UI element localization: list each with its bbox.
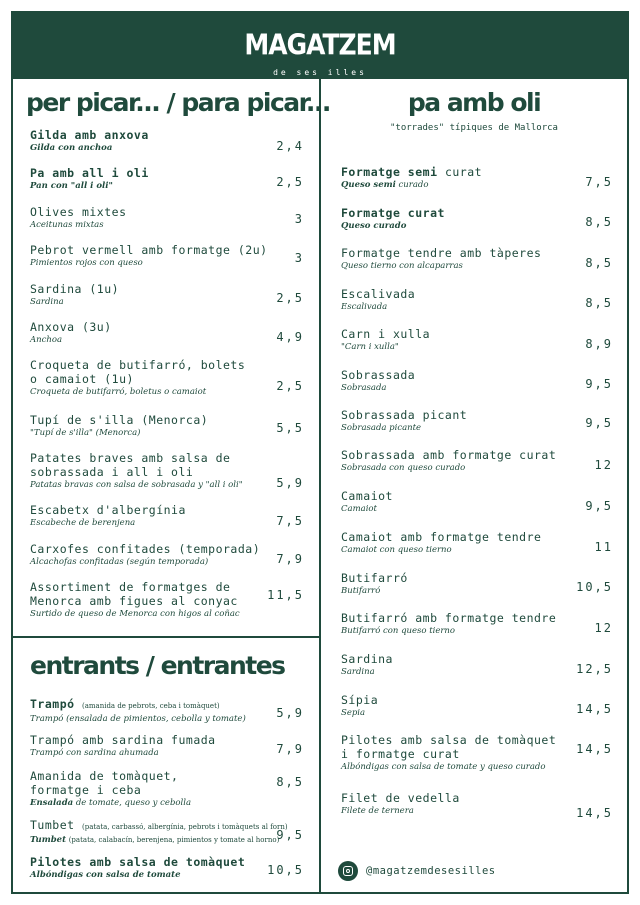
item-description: curado [395,180,429,190]
item-name: Sobrassada picant [341,408,468,422]
item-name: Trampó amb sardina fumada [30,733,216,747]
item-description: Sobrasada [341,383,387,393]
menu-item [341,489,393,515]
item-name-bold: Formatge curat [341,206,445,220]
item-price: 11 [594,540,613,554]
item-name: Sobrassada [341,368,416,382]
item-description: Escalivada [341,302,388,312]
item-price: 9,5 [276,828,304,842]
menu-item [30,128,149,154]
item-description: Gilda con anchoa [30,143,113,153]
item-description: Sardina [341,667,375,677]
item-description: Camaiot [341,504,377,514]
menu-item [341,652,393,678]
item-name: Gilda amb anxova [30,128,149,142]
item-description: Butifarró con queso tierno [341,626,456,636]
menu-item [30,205,127,231]
item-price: 8,5 [585,215,613,229]
menu-item [341,571,408,597]
item-price: 10,5 [576,580,613,594]
item-name: Sobrassada amb formatge curat [341,448,557,462]
item-description: "Carn i xulla" [341,342,399,352]
menu-item [30,358,245,398]
item-price: 2,4 [276,139,304,153]
item-price: 4,9 [276,330,304,344]
item-description: Aceitunas mixtas [30,220,104,230]
menu-item [341,408,467,434]
item-price: 12 [594,621,613,635]
logo-subtitle: de ses illes [273,68,367,77]
item-description-bold: Queso curado [341,221,407,231]
item-name: Sardina (1u) [30,282,120,296]
item-price: 2,5 [276,291,304,305]
item-name: Pebrot vermell amb formatge (2u) [30,243,268,257]
menu-item [341,165,482,191]
item-name: Pilotes amb salsa de tomàquet [341,733,557,747]
item-price: 14,5 [576,742,613,756]
item-price: 2,5 [276,379,304,393]
item-name: Anxova (3u) [30,320,112,334]
menu-item [30,282,119,308]
item-name: Sardina [341,652,393,666]
menu-item [341,611,556,637]
item-description: Sobrasada con queso curado [341,463,466,473]
item-description: Queso tierno con alcaparras [341,261,463,271]
item-price: 5,9 [276,476,304,490]
item-price: 14,5 [576,702,613,716]
menu-item [341,791,460,817]
menu-item [30,320,112,346]
item-name: Assortiment de formatges de [30,580,231,594]
instagram-handle[interactable]: @magatzemdesesilles [366,865,496,877]
item-description-bold: Queso semi [341,180,396,190]
item-description: Albóndigas con salsa de tomate y queso curado [341,762,546,772]
item-description-note: (patata, calabacín, berenjena, pimientos y tomate al horno) [68,836,280,844]
menu-item [341,530,541,556]
item-description: Trampó (ensalada de pimientos, cebolla y tomate) [30,714,246,724]
item-name: Pilotes amb salsa de tomàquet [30,855,246,869]
item-description: Anchoa [30,335,63,345]
menu-item [30,503,186,529]
menu-item [30,580,240,620]
item-price: 8,5 [585,256,613,270]
social-link[interactable] [338,861,496,881]
menu-item [341,448,556,474]
item-name-line2: o camaiot (1u) [30,372,134,386]
item-description: de tomate, queso y cebolla [73,798,192,808]
item-name: Sípia [341,693,379,707]
item-price: 3 [294,212,304,226]
item-name: Tumbet [30,818,75,832]
item-description: Trampó con sardina ahumada [30,748,159,758]
item-name: Butifarró [341,571,408,585]
item-price: 10,5 [267,863,304,877]
menu-item [30,451,243,491]
menu-item [30,413,208,439]
item-price: 5,9 [276,706,304,720]
item-description: Camaiot con queso tierno [341,545,452,555]
menu-item [30,855,245,881]
item-name: Camaiot amb formatge tendre [341,530,542,544]
item-name-bold: Formatge semi [341,165,438,179]
item-name: Amanida de tomàquet, [30,769,179,783]
header-bar [11,11,629,79]
item-description: Sardina [30,297,64,307]
item-price: 7,5 [276,514,304,528]
section-subtitle-pa-amb-oli: "torrades" típiques de Mallorca [390,123,558,133]
item-price: 12 [594,458,613,472]
section-divider [11,636,320,638]
menu-item [30,166,149,192]
item-description: Sepia [341,708,366,718]
item-name: Patates braves amb salsa de [30,451,231,465]
item-description: Croqueta de butifarró, boletus o camaiot [30,387,207,397]
item-name: Carn i xulla [341,327,431,341]
item-name-line2: sobrassada i all i oli [30,465,194,479]
logo: MAGATZEM [244,27,396,62]
menu-item [30,243,268,269]
item-name: Tupí de s'illa (Menorca) [30,413,209,427]
item-name: Butifarró amb formatge tendre [341,611,557,625]
item-price: 5,5 [276,421,304,435]
item-description: Escabeche de berenjena [30,518,136,528]
menu-item [341,246,541,272]
item-description: "Tupí de s'illa" (Menorca) [30,428,141,438]
menu-item [30,733,216,759]
item-description: Alcachofas confitadas (según temporada) [30,557,209,567]
item-price: 11,5 [267,588,304,602]
item-price: 14,5 [576,806,613,820]
item-price: 9,5 [585,416,613,430]
item-price: 7,9 [276,742,304,756]
item-name: Trampó [30,697,75,711]
menu-item [341,206,445,232]
item-price: 3 [294,251,304,265]
item-price: 8,9 [585,337,613,351]
item-description: Albóndigas con salsa de tomate [30,870,181,880]
item-price: 8,5 [276,775,304,789]
item-name: Olives mixtes [30,205,127,219]
item-note: (amanida de pebrots, ceba i tomàquet) [81,702,220,710]
item-description: Pan con "all i oli" [30,181,113,191]
menu-item [30,697,246,725]
item-description: Sobrasada picante [341,423,422,433]
column-divider [319,79,321,894]
item-name: Pa amb all i oli [30,166,149,180]
item-name: Escalivada [341,287,416,301]
item-name: curat [437,165,483,179]
item-price: 12,5 [576,662,613,676]
item-price: 9,5 [585,499,613,513]
item-name-line2: formatge i ceba [30,783,142,797]
item-note: (patata, carbassó, albergínia, pebrots i tomàquets al forn) [81,823,288,831]
item-name: Formatge tendre amb tàperes [341,246,542,260]
item-price: 7,5 [585,175,613,189]
menu-item [341,327,430,353]
item-name: Filet de vedella [341,791,460,805]
item-price: 9,5 [585,377,613,391]
menu-item [341,287,415,313]
section-title-picar: per picar... / para picar... [26,88,330,117]
item-description: Filete de ternera [341,806,414,816]
menu-item [30,769,191,809]
section-title-entrants: entrants / entrantes [30,651,285,680]
item-description-bold: Ensalada [30,798,74,808]
item-name-line2: Menorca amb figues al conyac [30,594,238,608]
item-description: Butifarró [341,586,381,596]
menu-item [30,542,260,568]
item-price: 7,9 [276,552,304,566]
menu-item [341,368,415,394]
item-description: Patatas bravas con salsa de sobrasada y "all i oli" [30,480,243,490]
menu-item [341,733,556,773]
item-name-line2: i formatge curat [341,747,460,761]
item-price: 8,5 [585,296,613,310]
item-price: 2,5 [276,175,304,189]
section-title-pa-amb-oli: pa amb oli [407,88,541,117]
instagram-icon [338,861,358,881]
item-description: Pimientos rojos con queso [30,258,143,268]
item-name: Escabetx d'albergínia [30,503,186,517]
item-description: Surtido de queso de Menorca con higos al coñac [30,609,240,619]
menu-item [341,693,378,719]
item-description-bold: Tumbet [30,835,66,845]
item-name: Carxofes confitades (temporada) [30,542,261,556]
item-name: Camaiot [341,489,393,503]
item-name: Croqueta de butifarró, bolets [30,358,246,372]
